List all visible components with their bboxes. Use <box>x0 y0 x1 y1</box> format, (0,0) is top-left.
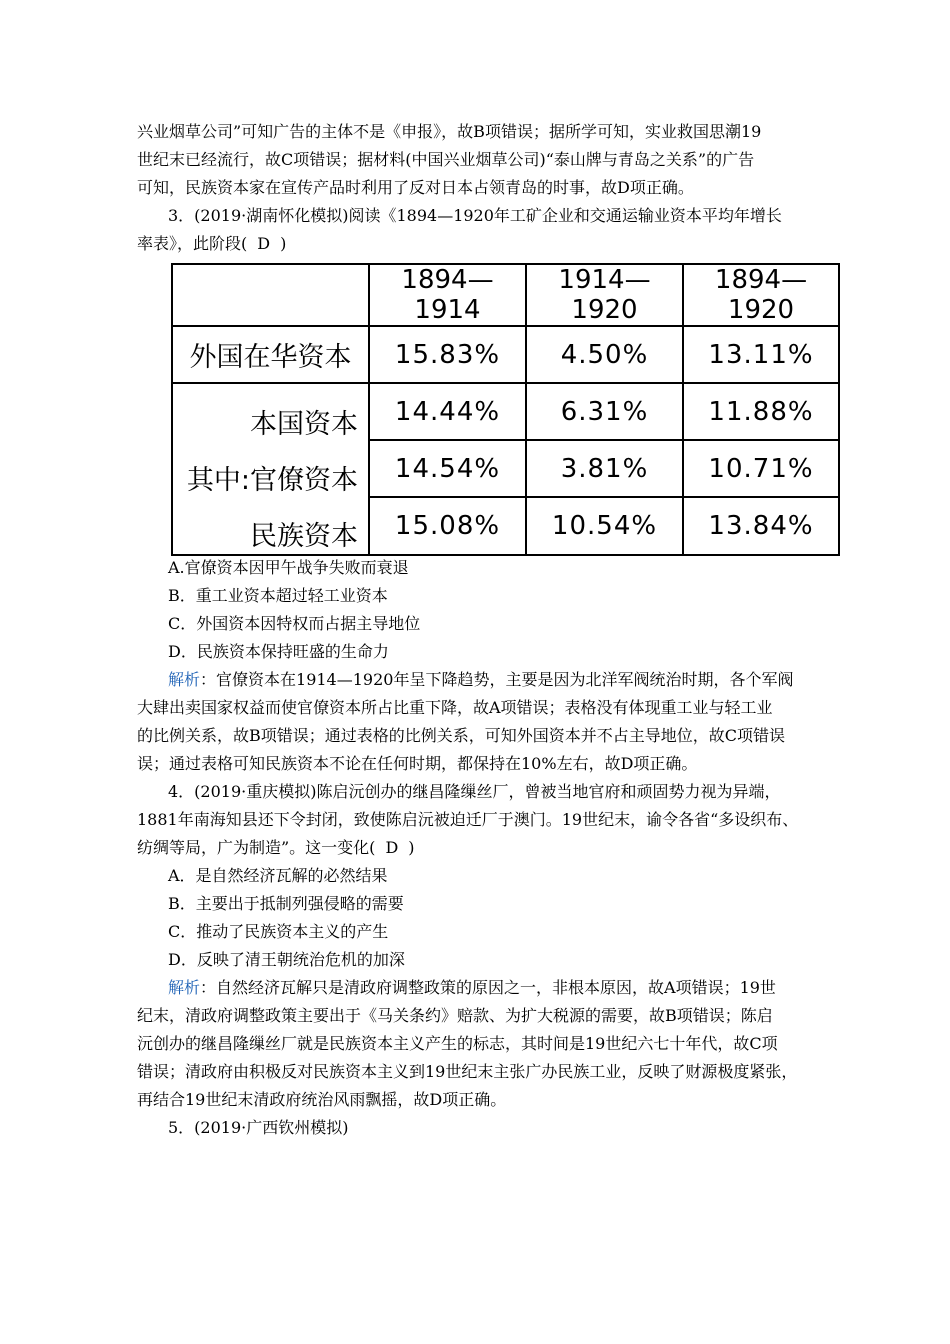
table-cell: 4.50% <box>526 326 683 383</box>
question-5-stem: 5．(2019·广西钦州模拟) <box>168 1118 349 1137</box>
table-cell: 13.84% <box>683 497 839 555</box>
analysis-line: 的比例关系，故B项错误；通过表格的比例关系，可知外国资本并不占主导地位，故C项错误 <box>137 726 786 745</box>
question-4-stem-cont: 1881年南海知县还下令封闭，致使陈启沅被迫迁厂于澳门。19世纪末，谕令各省“多设织布、 <box>137 810 799 829</box>
analysis-line: 再结合19世纪末清政府统治风雨飘摇，故D项正确。 <box>137 1090 507 1109</box>
answer-mark: D <box>385 838 399 857</box>
table-cell: 15.08% <box>369 497 526 555</box>
growth-rate-table <box>171 263 840 556</box>
analysis-line: 大肆出卖国家权益而使官僚资本所占比重下降，故A项错误；表格没有体现重工业与轻工业 <box>137 698 773 717</box>
option-a: A．是自然经济瓦解的必然结果 <box>168 866 388 885</box>
table-header-cell: 1894—1914 <box>369 264 526 326</box>
analysis-line: 纪末，清政府调整政策主要出于《马关条约》赔款、为扩大税源的需要，故B项错误；陈启 <box>137 1006 773 1025</box>
row-label: 其中:官僚资本 <box>186 465 358 496</box>
table-header-cell: 1914—1920 <box>526 264 683 326</box>
option-b: B．重工业资本超过轻工业资本 <box>168 586 388 605</box>
paragraph-line: 可知，民族资本家在宣传产品时利用了反对日本占领青岛的时事，故D项正确。 <box>137 178 694 197</box>
option-b: B．主要出于抵制列强侵略的需要 <box>168 894 404 913</box>
analysis-label: 解析 <box>168 670 201 689</box>
table-cell: 3.81% <box>526 440 683 497</box>
row-label-group <box>172 383 369 555</box>
analysis-line: 沅创办的继昌隆缫丝厂就是民族资本主义产生的标志，其时间是19世纪六七十年代，故C项 <box>137 1034 778 1053</box>
table-cell: 10.71% <box>683 440 839 497</box>
question-3-stem-cont <box>137 234 827 254</box>
option-d: D．民族资本保持旺盛的生命力 <box>168 642 389 661</box>
stem-text: 纺绸等局，广为制造”。这一变化( <box>137 838 376 857</box>
row-label: 民族资本 <box>250 521 358 552</box>
question-3-stem: 3．(2019·湖南怀化模拟)阅读《1894—1920年工矿企业和交通运输业资本平均年增长 <box>168 206 782 225</box>
stem-text: 率表》，此阶段( <box>137 234 248 253</box>
table-cell: 11.88% <box>683 383 839 440</box>
analysis-line: 错误；清政府由积极反对民族资本主义到19世纪末主张广办民族工业，反映了财源极度紧张， <box>137 1062 798 1081</box>
paragraph-line: 世纪末已经流行，故C项错误；据材料(中国兴业烟草公司)“泰山牌与青岛之关系”的广告 <box>137 150 755 169</box>
analysis-text: ：官僚资本在1914—1920年呈下降趋势，主要是因为北洋军阀统治时期，各个军阀 <box>200 670 794 689</box>
stem-paren: ) <box>408 838 415 857</box>
row-label: 本国资本 <box>250 409 358 440</box>
table-header-cell <box>172 264 369 326</box>
analysis-text: ：自然经济瓦解只是清政府调整政策的原因之一，非根本原因，故A项错误；19世 <box>200 978 776 997</box>
analysis-line <box>168 978 858 998</box>
option-a: A.官僚资本因甲午战争失败而衰退 <box>168 558 409 577</box>
table-row <box>172 326 839 383</box>
analysis-line <box>168 670 858 690</box>
stem-paren: ) <box>280 234 287 253</box>
table-cell: 15.83% <box>369 326 526 383</box>
table-header-cell: 1894—1920 <box>683 264 839 326</box>
table-cell: 14.44% <box>369 383 526 440</box>
analysis-line: 误；通过表格可知民族资本不论在任何时期，都保持在10%左右，故D项正确。 <box>137 754 698 773</box>
option-c: C．外国资本因特权而占据主导地位 <box>168 614 421 633</box>
option-c: C．推动了民族资本主义的产生 <box>168 922 389 941</box>
option-d: D．反映了清王朝统治危机的加深 <box>168 950 405 969</box>
answer-mark: D <box>257 234 271 253</box>
table-cell: 10.54% <box>526 497 683 555</box>
table-cell: 14.54% <box>369 440 526 497</box>
table-header-row <box>172 264 839 326</box>
question-4-stem: 4．(2019·重庆模拟)陈启沅创办的继昌隆缫丝厂，曾被当地官府和顽固势力视为异端， <box>168 782 781 801</box>
table-cell: 6.31% <box>526 383 683 440</box>
row-label: 外国在华资本 <box>172 326 369 383</box>
table-row <box>172 383 839 440</box>
table-cell: 13.11% <box>683 326 839 383</box>
analysis-label: 解析 <box>168 978 201 997</box>
question-4-stem-cont <box>137 838 827 858</box>
paragraph-line: 兴业烟草公司”可知广告的主体不是《申报》，故B项错误；据所学可知，实业救国思潮19 <box>137 122 762 141</box>
